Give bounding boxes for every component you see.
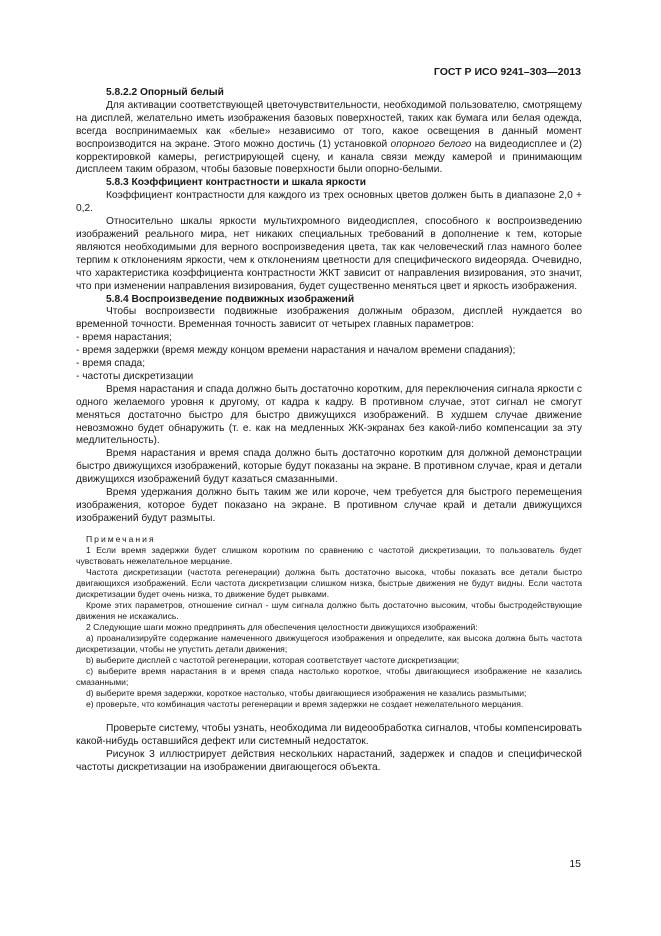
- list-item: - время нарастания;: [76, 332, 172, 344]
- list-item: - время спада;: [76, 358, 146, 370]
- note-2: 2 Следующие шаги можно предпринять для обеспечения целостности движущихся изображений:: [86, 621, 478, 632]
- section-584-paragraph-2: Время нарастания и спада должно быть достаточно коротким, для переключения сигнала яркости с одного желаемого уровня к другому, от кадра к кадру. В противном случае, этот сигнал не смогут меняться достаточно быстро для быстро движущихся изображений. В худшем случае движение невозможно будет обнаружить (т. е. как на медленных ЖК-экранах без какой-либо компенсации за эту медлительность).: [76, 383, 582, 447]
- note-1: 1 Если время задержки будет слишком коротким по сравнению с частотой дискретизации, то пользователь будет чувствовать нежелательное мерцание.: [76, 544, 582, 566]
- note-step: a) проанализируйте содержание намеченного движущегося изображения и определите, как высока должна быть частота дискретизации, чтобы не упустить детали движения;: [76, 632, 582, 654]
- section-584-paragraph-1: Чтобы воспроизвести подвижные изображения должным образом, дисплей нуждается во временной точности. Временная точность зависит от четырех главных параметров:: [76, 306, 582, 331]
- document-code-header: ГОСТ Р ИСО 9241–303—2013: [433, 66, 581, 78]
- note-1-paragraph-2: Частота дискретизации (частота регенерации) должна быть достаточно высока, чтобы показать все детали быстро двигающихся изображений. Если частота дискретизации слишком низка, быстрые движения не будут видны. Если частота дискретизации будет очень низка, то движение будет рывками.: [76, 566, 582, 599]
- page-body: [76, 87, 582, 774]
- section-5822-paragraph: Для активации соответствующей цветочувствительности, необходимой пользователю, смотрящему на дисплей, желательно иметь изображения базовых поверхностей, таких как бумага или белая одежда, всегда воспринимаемых как «белые» независимо от того, какое освещения в данный момент воспроизводится на экране. Этого можно достичь (1) установкой опорного белого на видеодисплее и (2) корректировкой камеры, регистрирующей сцену, и канала связи между камерой и принимающим дисплеем таким образом, чтобы базовые поверхности были опорно-белыми.: [76, 99, 582, 176]
- closing-paragraph-1: Проверьте систему, чтобы узнать, необходима ли видеообработка сигналов, чтобы компенсировать какой-нибудь оставшийся дефект или системный недостаток.: [76, 722, 582, 747]
- note-step: c) выберите время нарастания в и время спада настолько короткое, чтобы двигающиеся изображение не казались смазанными;: [76, 665, 582, 687]
- section-584-paragraph-3: Время нарастания и время спада должно быть достаточно коротким для должной демонстрации быстро движущихся изображений, которые будут показаны на экране. В противном случае, края и детали движущихся изображений будут казаться смазанными.: [76, 448, 582, 486]
- emphasis-reference-white: опорного белого: [390, 138, 472, 150]
- page-number: 15: [569, 858, 581, 870]
- section-584-paragraph-4: Время удержания должно быть таким же или короче, чем требуется для быстрого перемещения изображения, которое будет показано на экране. В противном случае край и детали движущихся изображений будут размыты.: [76, 487, 582, 524]
- list-item: - частоты дискретизации: [76, 370, 194, 382]
- section-583-paragraph-1: Коэффициент контрастности для каждого из трех основных цветов должен быть в диапазоне 2,0 + 0,2.: [76, 190, 582, 215]
- note-step: e) проверьте, что комбинация частоты регенерации и время задержки не создает нежелательного мерцания.: [86, 698, 524, 709]
- section-584-heading: 5.8.4 Воспроизведение подвижных изображений: [106, 293, 355, 305]
- closing-block: [76, 723, 582, 775]
- note-step: b) выберите дисплей с частотой регенерации, которая соответствует частоте дискретизации;: [86, 654, 460, 665]
- notes-title: Примечания: [86, 533, 156, 544]
- section-5822-heading: 5.8.2.2 Опорный белый: [106, 87, 224, 98]
- section-583-heading: 5.8.3 Коэффициент контрастности и шкала яркости: [106, 177, 366, 189]
- list-item: - время задержки (время между концом времени нарастания и началом времени спадания);: [76, 345, 516, 357]
- note-1-paragraph-3: Кроме этих параметров, отношение сигнал - шум сигнала должно быть достаточно высоким, чтобы быстродействующие движения не искажались.: [76, 599, 582, 621]
- closing-paragraph-2: Рисунок 3 иллюстрирует действия нескольких нарастаний, задержек и спадов и специфической частоты дискретизации на изображении двигающегося объекта.: [76, 748, 582, 773]
- note-step: d) выберите время задержки, короткое настолько, чтобы двигающиеся изображения не казались размытыми;: [86, 687, 527, 698]
- section-583-paragraph-2: Относительно шкалы яркости мультихромного видеодисплея, способного к воспроизведению изображений реального мира, нет никаких специальных требований в дополнение к тем, которые являются необходимыми для верного воспроизведения цвета, так как человеческий глаз намного более терпим к отклонениям яркости, чем к отклонениям цветности для специфического видеоряда. Очевидно, что характеристика коэффициента контрастности ЖКТ зависит от направления визирования, это значит, что при изменении направления визирования, будет существенно меняться цвет и яркость изображения.: [76, 216, 582, 292]
- notes-block: [76, 534, 582, 710]
